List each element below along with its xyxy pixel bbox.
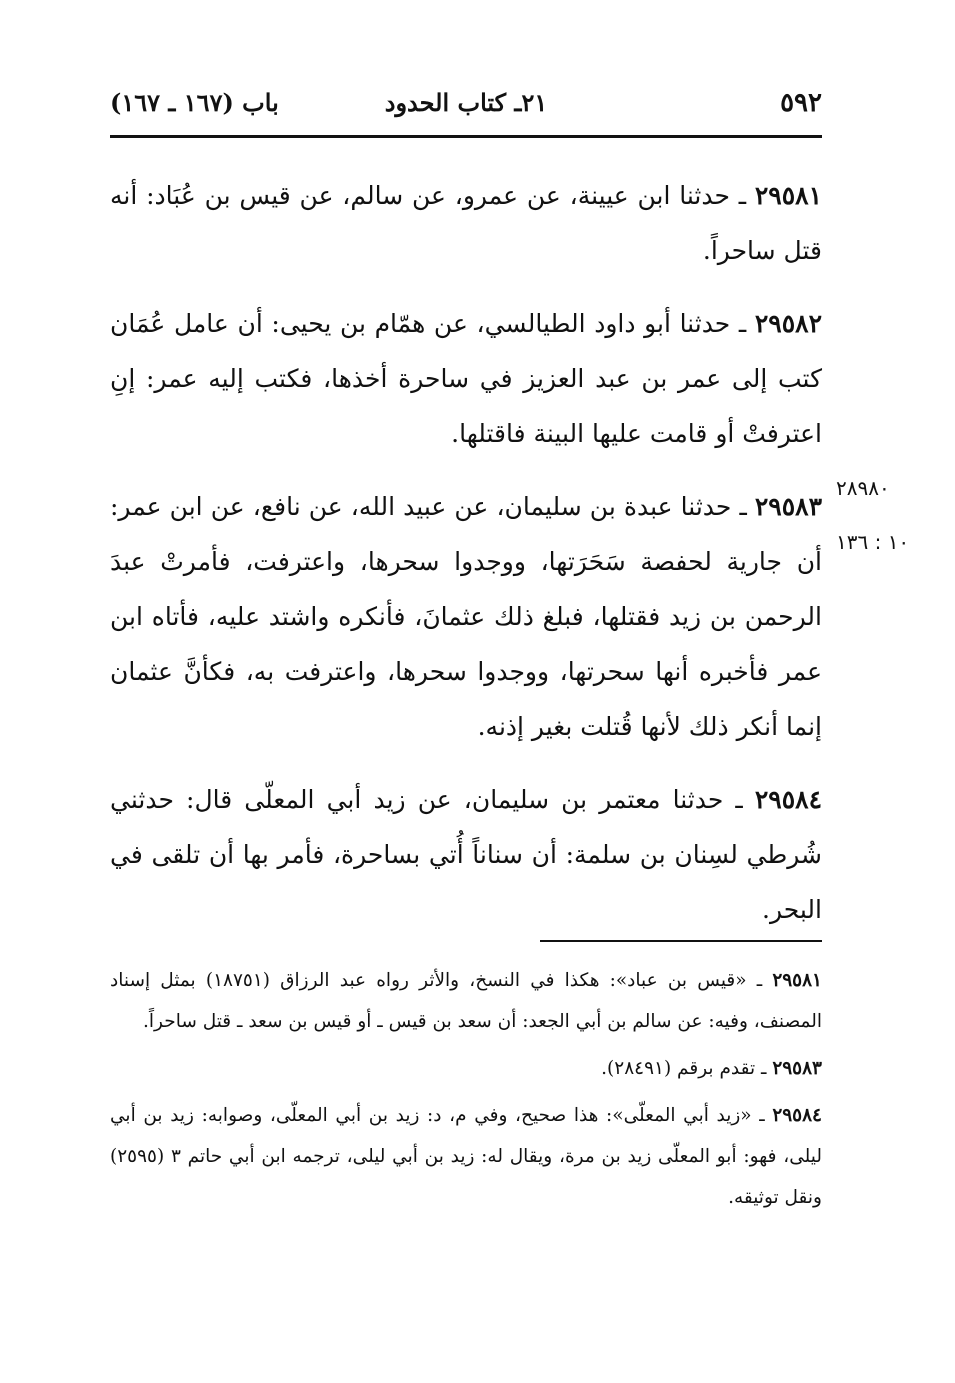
footnote-29584	[110, 1095, 822, 1218]
footnote-rule	[540, 940, 822, 942]
footnote-text: ـ تقدم برقم (٢٨٤٩١).	[601, 1058, 773, 1079]
footnote-29581	[110, 960, 822, 1042]
footnotes	[110, 960, 822, 1224]
hadith-number: ٢٩٥٨١	[754, 181, 822, 210]
hadith-number: ٢٩٥٨٤	[754, 785, 822, 814]
hadith-number: ٢٩٥٨٢	[754, 309, 822, 338]
footnote-text: ـ «زيد أبي المعلّى»: هذا صحيح، وفي م، د: زيد بن أبي المعلّى، وصوابه: زيد بن أبي ليلى، فهو: أبو المعلّى زيد بن مرة، ويقال له: زيد بن أبي ليلى، ترجمه ابن أبي حاتم ٣ (٢٥٩٥) ونقل توثيقه.	[110, 1105, 822, 1208]
hadith-29581	[110, 168, 822, 278]
chapter-title: ٢١ـ كتاب الحدود	[384, 88, 548, 117]
hadith-text: ـ حدثنا معتمر بن سليمان، عن زيد أبي المعلّى قال: حدثني شُرطي لسِنان بن سلمة: أن سناناً أُتي بساحرة، فأمر بها أن تلقى في البحر.	[110, 785, 822, 924]
hadith-29584	[110, 772, 822, 937]
page-header	[110, 88, 822, 128]
hadith-29583	[110, 479, 822, 754]
section-title: باب (١٦٧ ـ ١٦٧)	[110, 88, 279, 117]
hadith-text: ـ حدثنا أبو داود الطيالسي، عن همّام بن يحيى: أن عامل عُمَان كتب إلى عمر بن عبد العزيز في ساحرة أخذها، فكتب إليه عمر: إنِ اعترفتْ أو قامت عليها البينة فاقتلها.	[110, 309, 822, 448]
footnote-text: ـ «قيس بن عباد»: هكذا في النسخ، والأثر رواه عبد الرزاق (١٨٧٥١) بمثل إسناد المصنف، وفيه: عن سالم بن أبي الجعد: أن سعد بن قيس ـ أو قيس بن سعد ـ قتل ساحراً.	[110, 970, 822, 1032]
margin-reference: ٢٨٩٨٠	[836, 476, 890, 500]
hadith-text: ـ حدثنا عبدة بن سليمان، عن عبيد الله، عن نافع، عن ابن عمر: أن جارية لحفصة سَحَرَتها، ووجدوا سحرها، واعترفت، فأمرتْ عبدَ الرحمن بن زيد فقتلها، فبلغ ذلك عثمانَ، فأنكره واشتد عليه، فأتاه ابن عمر فأخبره أنها سحرتها، ووجدوا سحرها، واعترفت به، فكأنَّ عثمان إنما أنكر ذلك لأنها قُتلت بغير إذنه.	[110, 492, 822, 741]
footnote-number: ٢٩٥٨٤	[772, 1105, 822, 1126]
footnote-number: ٢٩٥٨١	[772, 970, 822, 991]
hadith-text: ـ حدثنا ابن عيينة، عن عمرو، عن سالم، عن قيس بن عُبَاد: أنه قتل ساحراً.	[110, 181, 822, 265]
footnote-number: ٢٩٥٨٣	[772, 1058, 822, 1079]
hadith-29582	[110, 296, 822, 461]
footnote-29583	[110, 1048, 822, 1089]
page-number: ٥٩٢	[780, 88, 822, 118]
margin-reference: ١٠ : ١٣٦	[836, 530, 910, 554]
hadith-number: ٢٩٥٨٣	[754, 492, 823, 521]
header-rule	[110, 135, 822, 138]
main-text	[110, 168, 822, 955]
